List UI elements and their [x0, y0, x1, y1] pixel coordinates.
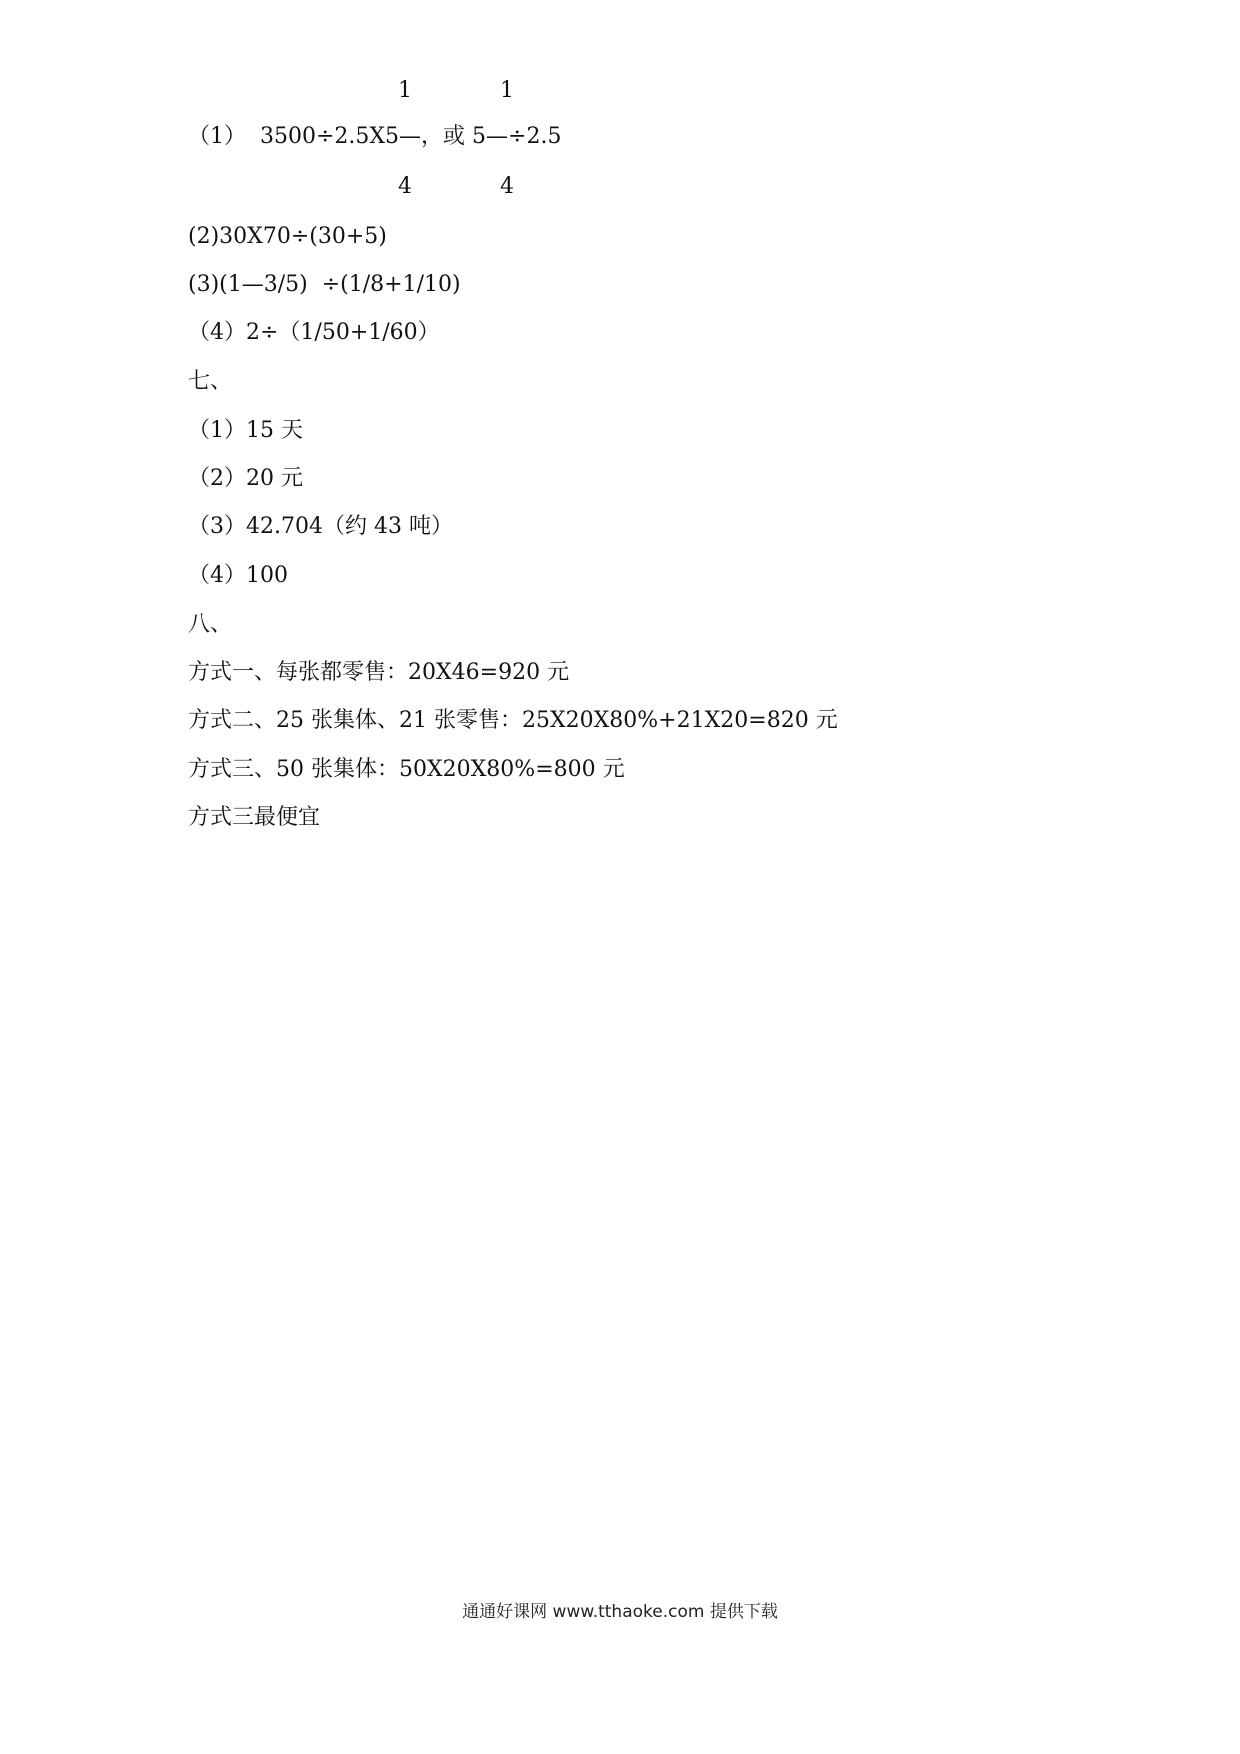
answer-line-7-3: （3）42.704（约 43 吨）	[188, 514, 453, 539]
fraction-numerator-2: 1	[500, 78, 514, 103]
answer-line-7-2: （2）20 元	[188, 466, 303, 491]
answer-line-8-1: 方式一、每张都零售：20X46=920 元	[188, 660, 570, 685]
answer-line-6-1: （1） 3500÷2.5X5—，或 5—÷2.5	[188, 124, 562, 149]
fraction-denominator-1: 4	[398, 174, 412, 199]
page-footer: 通通好课网 www.tthaoke.com 提供下载	[462, 1602, 778, 1622]
fraction-numerator-1: 1	[398, 78, 412, 103]
answer-line-8-4: 方式三最便宜	[188, 805, 321, 830]
answer-line-6-4: （4）2÷（1/50+1/60）	[188, 320, 440, 345]
section-heading-7: 七、	[188, 369, 233, 394]
fraction-denominator-2: 4	[500, 174, 514, 199]
answer-line-7-1: （1）15 天	[188, 418, 303, 443]
answer-line-8-2: 方式二、25 张集体、21 张零售：25X20X80%+21X20=820 元	[188, 708, 838, 733]
answer-line-7-4: （4）100	[188, 563, 288, 588]
answer-line-6-3: (3)(1—3/5) ÷(1/8+1/10)	[188, 272, 461, 297]
answer-line-6-2: (2)30X70÷(30+5)	[188, 224, 387, 249]
answer-line-8-3: 方式三、50 张集体：50X20X80%=800 元	[188, 757, 625, 782]
section-heading-8: 八、	[188, 612, 233, 637]
